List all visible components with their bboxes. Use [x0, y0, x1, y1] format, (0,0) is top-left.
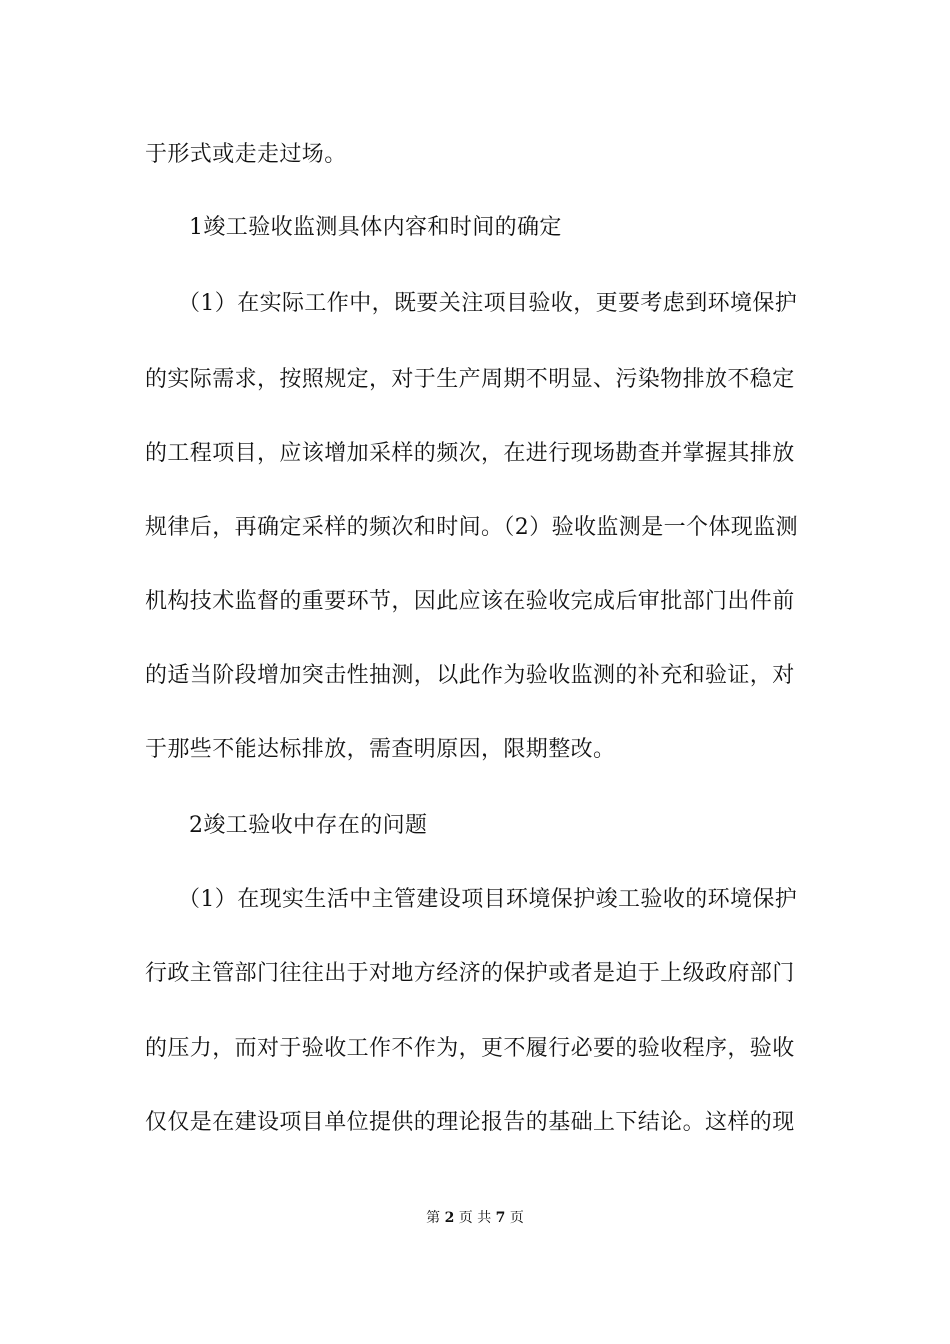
footer-prefix: 第 — [426, 1210, 441, 1226]
page-footer — [0, 1208, 950, 1228]
paragraph-line: 于形式或走走过场。 — [145, 142, 347, 167]
paragraph-line: 规律后，再确定采样的频次和时间。（2）验收监测是一个体现监测 — [145, 515, 798, 540]
paragraph-line: 机构技术监督的重要环节，因此应该在验收完成后审批部门出件前 — [145, 589, 795, 614]
paragraph-line: （1）在实际工作中，既要关注项目验收，更要考虑到环境保护 — [178, 291, 798, 316]
footer-middle: 页 共 — [458, 1210, 492, 1226]
section-heading: 2竣工验收中存在的问题 — [189, 813, 428, 838]
paragraph-line: 的工程项目，应该增加采样的频次，在进行现场勘查并掌握其排放 — [145, 441, 795, 466]
footer-current-page: 2 — [444, 1210, 455, 1226]
paragraph-line: （1）在现实生活中主管建设项目环境保护竣工验收的环境保护 — [178, 887, 798, 912]
paragraph-line: 的压力，而对于验收工作不作为，更不履行必要的验收程序，验收 — [145, 1036, 795, 1061]
section-heading: 1竣工验收监测具体内容和时间的确定 — [189, 215, 562, 240]
footer-total-pages: 7 — [495, 1210, 506, 1226]
paragraph-line: 于那些不能达标排放，需查明原因，限期整改。 — [145, 737, 616, 762]
footer-suffix: 页 — [509, 1210, 524, 1226]
paragraph-line: 的实际需求，按照规定，对于生产周期不明显、污染物排放不稳定 — [145, 367, 795, 392]
paragraph-line: 仅仅是在建设项目单位提供的理论报告的基础上下结论。这样的现 — [145, 1110, 795, 1135]
paragraph-line: 行政主管部门往往出于对地方经济的保护或者是迫于上级政府部门 — [145, 961, 795, 986]
paragraph-line: 的适当阶段增加突击性抽测，以此作为验收监测的补充和验证，对 — [145, 663, 795, 688]
